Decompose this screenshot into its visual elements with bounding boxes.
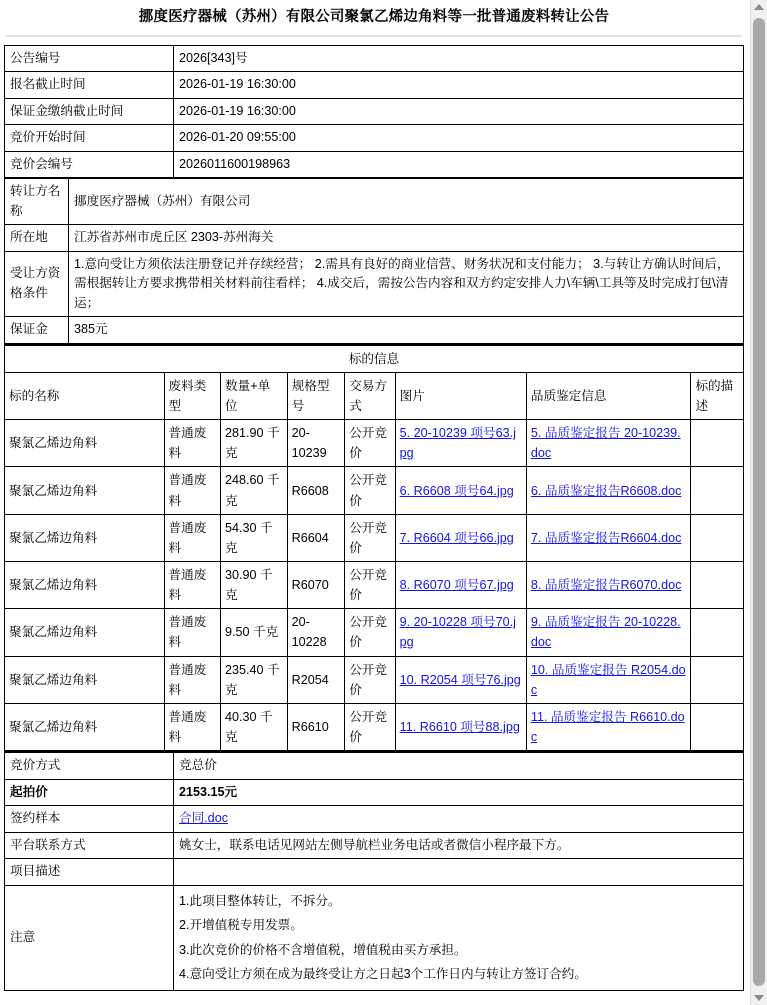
column-header-quality-report: 品质鉴定信息 <box>526 372 691 419</box>
table-row <box>5 179 744 225</box>
notice-info-section <box>0 45 748 179</box>
item-waste-type: 普通废料 <box>164 609 221 656</box>
row-label: 受让方资格条件 <box>5 251 69 317</box>
row-label: 平台联系方式 <box>5 832 174 859</box>
scrollbar-up-button[interactable] <box>751 0 767 14</box>
row-label: 报名截止时间 <box>5 72 174 99</box>
item-description <box>691 467 744 514</box>
items-header-row <box>5 372 744 419</box>
table-row <box>5 656 744 703</box>
row-value: 2026011600198963 <box>174 151 744 178</box>
item-spec: R6608 <box>287 467 345 514</box>
item-quality-report-link[interactable]: 5. 品质鉴定报告 20-10239.doc <box>530 426 681 461</box>
item-description <box>691 703 744 751</box>
scrollbar-thumb[interactable] <box>753 18 765 986</box>
item-description <box>691 514 744 561</box>
item-picture-link[interactable]: 11. R6610 项号88.jpg <box>399 719 520 734</box>
item-picture-link[interactable]: 8. R6070 项号67.jpg <box>399 578 514 593</box>
item-description <box>691 420 744 467</box>
item-picture-cell <box>395 656 526 703</box>
item-waste-type: 普通废料 <box>164 467 221 514</box>
notice-line: 2.开增值税专用发票。 <box>179 918 303 933</box>
transferor-info-section <box>0 178 748 344</box>
notice-label: 注意 <box>5 885 174 990</box>
item-waste-type: 普通废料 <box>164 514 221 561</box>
item-picture-cell <box>395 562 526 609</box>
item-picture-cell <box>395 703 526 751</box>
items-table <box>4 344 744 752</box>
column-header-spec: 规格型号 <box>287 372 345 419</box>
contract-sample-link[interactable]: 合同.doc <box>179 811 228 826</box>
row-label: 公告编号 <box>5 45 174 72</box>
row-label: 竞价方式 <box>5 753 174 780</box>
row-value: 江苏省苏州市虎丘区 2303-苏州海关 <box>69 225 744 252</box>
column-header-picture: 图片 <box>395 372 526 419</box>
item-quantity: 235.40 千克 <box>221 656 288 703</box>
item-quality-report-link[interactable]: 11. 品质鉴定报告 R6610.doc <box>530 709 685 744</box>
item-quality-report-link[interactable]: 6. 品质鉴定报告R6608.doc <box>530 483 682 498</box>
row-label: 转让方名称 <box>5 179 69 225</box>
row-value: 2026[343]号 <box>174 45 744 72</box>
item-trade-mode: 公开竞价 <box>345 609 395 656</box>
transferor-info-table <box>4 178 744 344</box>
item-quality-cell <box>526 420 691 467</box>
item-picture-cell <box>395 420 526 467</box>
item-trade-mode: 公开竞价 <box>345 703 395 751</box>
column-header-quantity: 数量+单位 <box>221 372 288 419</box>
row-label: 保证金缴纳截止时间 <box>5 98 174 125</box>
row-label: 所在地 <box>5 225 69 252</box>
item-spec: 20-10228 <box>287 609 345 656</box>
table-row <box>5 420 744 467</box>
table-row <box>5 779 744 806</box>
table-row <box>5 806 744 833</box>
table-row <box>5 703 744 751</box>
item-waste-type: 普通废料 <box>164 420 221 467</box>
contract-sample-cell <box>174 806 744 833</box>
item-picture-cell <box>395 609 526 656</box>
item-quality-report-link[interactable]: 7. 品质鉴定报告R6604.doc <box>530 530 682 545</box>
table-row <box>5 514 744 561</box>
table-row <box>5 753 744 780</box>
item-picture-link[interactable]: 10. R2054 项号76.jpg <box>399 672 521 687</box>
column-header-description: 标的描述 <box>691 372 744 419</box>
notice-line: 1.此项目整体转让，不拆分。 <box>179 893 341 908</box>
table-row <box>5 317 744 344</box>
item-description <box>691 562 744 609</box>
row-label: 项目描述 <box>5 859 174 886</box>
item-trade-mode: 公开竞价 <box>345 467 395 514</box>
item-waste-type: 普通废料 <box>164 656 221 703</box>
item-quantity: 30.90 千克 <box>221 562 288 609</box>
item-trade-mode: 公开竞价 <box>345 656 395 703</box>
table-row <box>5 98 744 125</box>
row-value: 385元 <box>69 317 744 344</box>
item-quality-report-link[interactable]: 9. 品质鉴定报告 20-10228.doc <box>530 615 681 650</box>
item-name: 聚氯乙烯边角料 <box>5 656 165 703</box>
item-picture-link[interactable]: 5. 20-10239 项号63.jpg <box>399 426 516 461</box>
item-spec: R6610 <box>287 703 345 751</box>
notice-list <box>174 885 744 990</box>
item-trade-mode: 公开竞价 <box>345 420 395 467</box>
table-row <box>5 225 744 252</box>
item-spec: R6604 <box>287 514 345 561</box>
vertical-scrollbar[interactable] <box>750 0 767 1005</box>
item-name: 聚氯乙烯边角料 <box>5 467 165 514</box>
table-row <box>5 72 744 99</box>
item-description <box>691 609 744 656</box>
row-value <box>174 859 744 886</box>
row-value: 1.意向受让方须依法注册登记并存续经营； 2.需具有良好的商业信营、财务状况和支付能力； 3.与转让方确认时间后，需根据转让方要求携带相关材料前往看样； 4.成交后，需按公告内容和双方约定安排人力\车辆\工具等及时完成打包\清运； <box>69 251 744 317</box>
item-quality-cell <box>526 562 691 609</box>
row-value: 2026-01-19 16:30:00 <box>174 98 744 125</box>
notice-info-table <box>4 45 744 179</box>
page-title: 挪度医疗器械（苏州）有限公司聚氯乙烯边角料等一批普通废料转让公告 <box>138 9 610 25</box>
item-quantity: 281.90 千克 <box>221 420 288 467</box>
row-value: 姚女士，联系电话见网站左侧导航栏业务电话或者微信小程序最下方。 <box>174 832 744 859</box>
column-header-trade-mode: 交易方式 <box>345 372 395 419</box>
scrollbar-down-button[interactable] <box>751 991 767 1005</box>
item-picture-link[interactable]: 9. 20-10228 项号70.jpg <box>399 615 516 650</box>
item-waste-type: 普通废料 <box>164 703 221 751</box>
item-quantity: 54.30 千克 <box>221 514 288 561</box>
item-picture-cell <box>395 467 526 514</box>
item-quality-report-link[interactable]: 10. 品质鉴定报告 R2054.doc <box>530 662 686 697</box>
table-row <box>5 125 744 152</box>
table-row <box>5 467 744 514</box>
item-name: 聚氯乙烯边角料 <box>5 562 165 609</box>
table-row <box>5 45 744 72</box>
item-quality-cell <box>526 467 691 514</box>
starting-price-value: 2153.15元 <box>174 779 744 806</box>
column-header-name: 标的名称 <box>5 372 165 419</box>
title-divider <box>6 35 742 37</box>
item-spec: 20-10239 <box>287 420 345 467</box>
item-picture-link[interactable]: 6. R6608 项号64.jpg <box>399 483 514 498</box>
item-quantity: 40.30 千克 <box>221 703 288 751</box>
items-band-title: 标的信息 <box>5 345 744 373</box>
item-quality-cell <box>526 609 691 656</box>
item-name: 聚氯乙烯边角料 <box>5 609 165 656</box>
row-value: 2026-01-19 16:30:00 <box>174 72 744 99</box>
row-value: 竞总价 <box>174 753 744 780</box>
row-label: 竞价开始时间 <box>5 125 174 152</box>
notice-row <box>5 885 744 990</box>
item-quality-cell <box>526 514 691 561</box>
table-row <box>5 859 744 886</box>
item-waste-type: 普通废料 <box>164 562 221 609</box>
table-row <box>5 609 744 656</box>
row-label: 竞价会编号 <box>5 151 174 178</box>
row-label: 签约样本 <box>5 806 174 833</box>
row-value: 2026-01-20 09:55:00 <box>174 125 744 152</box>
notice-line: 3.此次竞价的价格不含增值税，增值税由买方承担。 <box>179 942 467 957</box>
row-label: 保证金 <box>5 317 69 344</box>
item-name: 聚氯乙烯边角料 <box>5 514 165 561</box>
item-name: 聚氯乙烯边角料 <box>5 420 165 467</box>
triangle-down-icon <box>754 995 764 1001</box>
column-header-waste-type: 废料类型 <box>164 372 221 419</box>
items-band-title-row <box>5 345 744 373</box>
table-row <box>5 151 744 178</box>
row-label: 起拍价 <box>5 779 174 806</box>
table-row <box>5 562 744 609</box>
auction-info-table <box>4 752 744 991</box>
row-value: 挪度医疗器械（苏州）有限公司 <box>69 179 744 225</box>
item-quality-report-link[interactable]: 8. 品质鉴定报告R6070.doc <box>530 578 682 593</box>
items-section <box>0 344 748 752</box>
item-picture-cell <box>395 514 526 561</box>
item-trade-mode: 公开竞价 <box>345 514 395 561</box>
item-quality-cell <box>526 703 691 751</box>
auction-info-section <box>0 752 748 991</box>
item-picture-link[interactable]: 7. R6604 项号66.jpg <box>399 530 514 545</box>
item-spec: R6070 <box>287 562 345 609</box>
table-row <box>5 832 744 859</box>
item-name: 聚氯乙烯边角料 <box>5 703 165 751</box>
notice-line: 4.意向受让方须在成为最终受让方之日起3个工作日内与转让方签订合约。 <box>179 967 587 982</box>
item-spec: R2054 <box>287 656 345 703</box>
item-trade-mode: 公开竞价 <box>345 562 395 609</box>
item-quality-cell <box>526 656 691 703</box>
item-description <box>691 656 744 703</box>
table-row <box>5 251 744 317</box>
item-quantity: 248.60 千克 <box>221 467 288 514</box>
item-quantity: 9.50 千克 <box>221 609 288 656</box>
triangle-up-icon <box>754 4 764 10</box>
